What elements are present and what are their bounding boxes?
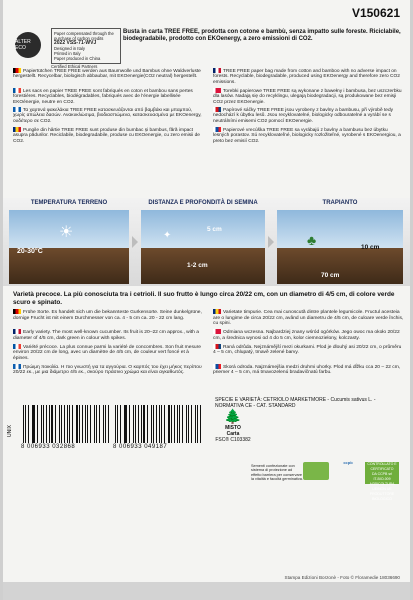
barcode-bar (117, 405, 118, 443)
certificate-origin: Designed in Italy Printed in Italy Paper produced in China (54, 46, 101, 61)
barcode-2 (115, 405, 203, 443)
barcode-bar (55, 405, 56, 443)
barcode-bar (200, 405, 201, 443)
barcode-bar (96, 405, 97, 443)
desc-cz (213, 344, 405, 362)
lang-text: Τα χαρτινά φακελάκια TREE FREE κατασκευάζονται από βαμβάκι και μπαμπού, χωρίς απώλεια δασών. Ανακυκλώσιμα, βιοδιασπώμενα, κατασκευασμένα με EKOenergy, ουδέτερο σε CO2. (13, 107, 202, 125)
barcode-bar (179, 405, 180, 443)
barcode-bar (46, 405, 47, 443)
desc-text: Skorá odroda. Najznámejšia medzi druhmi uhorky. Plod má dĺžku cca 20 – 22 cm, priemer 4 – 5 cm, má tmavozelenú bradavičnatú farbu. (213, 364, 401, 376)
barcode-bar (23, 405, 24, 443)
barcode-bar (72, 405, 73, 443)
barcode-bar (138, 405, 139, 443)
desc-gr (13, 364, 205, 376)
sowing-instructions-banner (3, 198, 410, 286)
language-blocks (13, 68, 405, 144)
flag-cz-icon (213, 344, 221, 349)
barcode-number-1: 8 006933 032868 (21, 444, 76, 450)
barcode-bar (33, 405, 35, 443)
flag-sk-icon (213, 364, 221, 369)
barcode-bar (147, 405, 148, 443)
barcode-bar (76, 405, 78, 443)
altereco-logo (15, 32, 41, 58)
flag-sk-icon (213, 127, 221, 132)
barcode-bar (197, 405, 198, 443)
print-credit: Stampa Edizioni Borzonè - Foto © Floramedie 18036690 (284, 575, 400, 580)
lang-text: Papírové sáčky TREE FREE jsou vyrobeny z bavlny a bambusu, při výrobě tedy nedochází k úbytku lesů. Jsou recyklovatelné, biologicky odbouratelné a vyrábí se s neutrálními emisemi CO2 pomocí EKOenergie. (213, 107, 394, 125)
desc-de (13, 309, 205, 327)
transplant-plant-distance: 70 cm (321, 272, 340, 279)
desc-text: Πρώιμη ποικιλία. Η πιο γνωστή για τα αγγούρια. Ο καρπός του έχει μήκος περίπου 20/22 εκ., με μια διάμετρο 4/5 εκ., σκούρο πράσινο χρώμα και είναι αγκαθωτός. (13, 364, 202, 376)
barcode-number-2: 8 006933 049187 (113, 444, 168, 450)
barcode-bar (90, 405, 91, 443)
barcode-bar (69, 405, 70, 443)
bio-certification-badge: CONTROLLATO E CERTIFICATO DA CCPB srl IT-BIO-009 AGRICOLTURA UE/NON UE PRODUTTORE BIOLOGICO (365, 462, 399, 484)
species-text: SPECIE E VARIETÀ: CETRIOLO MARKETMORE - Cucumis sativus L. - NORMATIVA CE - CAT. STANDARD (215, 397, 376, 409)
barcode-bar (186, 405, 187, 443)
fsc-logo: 🌲 MISTO Carta FSC® C103382 (208, 408, 258, 458)
transplant-row-distance: 10 cm (361, 244, 380, 251)
desc-sk (213, 364, 405, 376)
eu-organic-leaf-icon (303, 462, 329, 480)
barcode-bar (59, 405, 60, 443)
depth-value: 1-2 cm (187, 262, 208, 269)
flag-cz-icon (213, 107, 221, 112)
barcode-bar (103, 405, 104, 443)
lang-text: Papierové vrecúška TREE FREE sa vyrábajú z bavlny a bambusu bez úbytku lesných porastov. Sú recyklovateľné, biologicky rozložiteľné, vyrobené s EKOenergiou, a preto bez emisií CO2. (213, 127, 401, 144)
packet-footer (3, 582, 410, 600)
depth-distance: 5 cm (207, 226, 222, 233)
desc-fr (13, 344, 205, 362)
flag-ro-icon (213, 309, 221, 314)
certificate-year: 2022 (54, 40, 66, 46)
certificate-block (51, 28, 121, 69)
lang-text: Pungile din hârtie TREE FREE sunt produse din bumbac și bambus, fără impact asupra pădurilor. Reciclabile, biodegradabile, produse cu EKOenergie, cu zero emisii de CO2. (13, 127, 200, 144)
lang-text: Torebki papierowe TREE FREE są wykonane z bawełny i bambusa, bez uszczerbku dla lasów. Nadają się do recyklingu, ulegają biodegradacji, są produkowane bez emisji CO2 przez EKOenergie. (213, 88, 402, 105)
depth-title: DISTANZA E PROFONDITÀ DI SEMINA (148, 200, 258, 206)
barcode-bar (94, 405, 95, 443)
barcode-bar (85, 405, 86, 443)
desc-text: Frühe Sorte. Es handelt sich um die bekannteste Gurkensorte. Seine dunkelgrüne, dornige Frucht ist mit einem Durchmesser von ca. 4 - 5 cm ca. 20 - 22 cm lang. (13, 309, 202, 321)
depth-panel (141, 200, 265, 284)
unix-label: UNIX (7, 425, 13, 437)
lang-text: TREE FREE paper bag made from cotton and bamboo with no adverse impact on forests. Recyclable, biodegradable, produced using EKOenergy and therefore zero CO2 emissions. (213, 68, 400, 85)
barcode-bar (135, 405, 136, 443)
variety-heading: Varietà precoce. La più conosciuta tra i cetrioli. Il suo frutto è lungo circa 20/22 cm, con un diametro di 4/5 cm, di colore verde scuro e spinato. (13, 291, 395, 306)
barcode-bar (177, 405, 178, 443)
barcode-bar (171, 405, 172, 443)
barcode-bar (105, 405, 106, 443)
lang-cz (213, 107, 405, 125)
certificate-note: Certified Ethical Partners (51, 64, 98, 69)
variety-descriptions (13, 309, 405, 376)
lang-pl (213, 88, 405, 106)
barcode-bar (115, 405, 116, 443)
barcode-bar (174, 405, 175, 443)
barcode-bar (79, 405, 80, 443)
barcode-bar (120, 405, 121, 443)
transplant-title: TRAPIANTO (322, 200, 358, 206)
lang-text: Papiertütchen TREE FREE werden aus Baumwolle und Bambus ohne Waldverluste hergestellt. Recycelbar, biologisch abbaubar, mit EKOenergie(CO2 neutral) hergestellt. (13, 68, 201, 80)
lang-de (13, 68, 205, 86)
barcode-bar (108, 405, 109, 443)
barcode-bar (64, 405, 65, 443)
barcode-1 (23, 405, 111, 443)
barcode-bar (51, 405, 53, 443)
ccpb-text: ccpb (343, 460, 353, 465)
desc-text: Variété précoce. La plus connue parmi la variété de concombres. Son fruit mesure environ 20/22 cm de long, avec un diamètre de 4/5 cm, de couleur vert foncé et à épines. (13, 344, 201, 361)
desc-text: Varietate timpurie. Cea mai cunoscută dintre plantele legumicole. Fructul acesteia are o lungime de circa 20/22 cm, având un diametru de 4/5 cm, de culoare verde închis, cu spini. (213, 309, 404, 327)
barcode-bar (99, 405, 101, 443)
intro-text: Busta in carta TREE FREE, prodotta con cotone e bambù, senza impatto sulle foreste. Riciclabile, biodegradabile, prodotto con EKOenergy, a zero emissioni di CO2. (123, 29, 401, 43)
barcode-bar (32, 405, 33, 443)
seedling-icon: ♣ (307, 232, 317, 248)
barcode-bar (67, 405, 68, 443)
logo-text: ALTER ECO (15, 39, 31, 51)
temperature-title: TEMPERATURA TERRENO (30, 200, 108, 206)
lang-gr (13, 107, 205, 125)
barcode-bar (25, 405, 26, 443)
barcode-bar (151, 405, 152, 443)
barcode-bar (141, 405, 142, 443)
certificate-text: Paper compensated through the purchase of carbon credits (54, 31, 114, 41)
seed-protection-text: Sementi confezionate con sistema di protezione ad effetto barriera per conservare la vitalità e facoltà germinativa. (251, 464, 303, 482)
flag-fr-icon (13, 344, 21, 349)
flag-gb-icon (13, 329, 21, 334)
barcode-bar (168, 405, 170, 443)
barcode-bar (182, 405, 183, 443)
barcode-bar (133, 405, 134, 443)
fsc-label: MISTO Carta (225, 425, 241, 437)
flag-gb-icon (213, 68, 221, 73)
lang-fr (13, 88, 205, 106)
flag-gr-icon (13, 364, 21, 369)
ccpb-logo (333, 460, 363, 482)
seed-drop-icon: ✦ (163, 230, 172, 241)
barcode-bar (161, 405, 162, 443)
temperature-panel (9, 200, 129, 284)
barcode-bar (188, 405, 189, 443)
thermometer-icon: ☀ (59, 224, 74, 241)
barcode-bar (49, 405, 50, 443)
desc-text: Odmiana wczesna. Najbardziej znany wśród ogórków. Jego owoc ma około 20/22 cm, a średnica wynosi od 4 do 5 cm, kolor ciemnozielony, kolczasty. (213, 329, 400, 341)
fsc-code: FSC® C103382 (215, 437, 251, 443)
barcode-bar (41, 405, 42, 443)
desc-ro (213, 309, 405, 327)
seed-packet-back (3, 0, 410, 600)
barcode-bar (164, 405, 165, 443)
lang-text: Les sacs en papier TREE FREE sont fabriqués en coton et bambou sans pertes forestières. Recyclables, biodégradables, fabriqués avec de l'énergie labellisée EKOénergie, neutre en CO2. (13, 88, 193, 105)
flag-de-icon (13, 309, 21, 314)
lang-gb (213, 68, 405, 86)
barcode-bar (156, 405, 157, 443)
barcode-bar (195, 405, 196, 443)
barcode-bar (43, 405, 44, 443)
temperature-value: 20-30°C (17, 248, 43, 255)
product-code: V150621 (351, 6, 400, 20)
flag-de-icon (13, 68, 21, 73)
flag-pl-icon (213, 88, 221, 93)
barcode-bar (153, 405, 154, 443)
barcode-bar (191, 405, 193, 443)
flag-ro-icon (13, 127, 21, 132)
barcode-bar (125, 405, 127, 443)
barcode-bar (124, 405, 125, 443)
flag-pl-icon (213, 329, 221, 334)
desc-text: Raná odrůda. Nejznámější mezi okurkami. Plod je dlouhý asi 20/22 cm, o průměru 4 – 5 cm, chlupatý, tmavě zelené barvy. (213, 344, 402, 356)
barcode-bar (129, 405, 130, 443)
barcode-bar (159, 405, 160, 443)
barcode-bar (61, 405, 62, 443)
barcode-bar (87, 405, 88, 443)
desc-text: Early variety. The most well-known cucumber. Its fruit is 20–22 cm approx., with a diameter of 4/5 cm, dark green in colour with spikes. (13, 329, 199, 341)
barcode-bar (82, 405, 83, 443)
lang-sk (213, 127, 405, 145)
flag-gr-icon (13, 107, 21, 112)
lang-ro (13, 127, 205, 145)
flag-fr-icon (13, 88, 21, 93)
desc-gb (13, 329, 205, 341)
barcode-bar (28, 405, 29, 443)
barcode-bar (143, 405, 145, 443)
desc-pl (213, 329, 405, 341)
certificate-id: VSS-71-WVJ (66, 40, 97, 46)
transplant-panel (277, 200, 403, 284)
barcode-bar (37, 405, 38, 443)
